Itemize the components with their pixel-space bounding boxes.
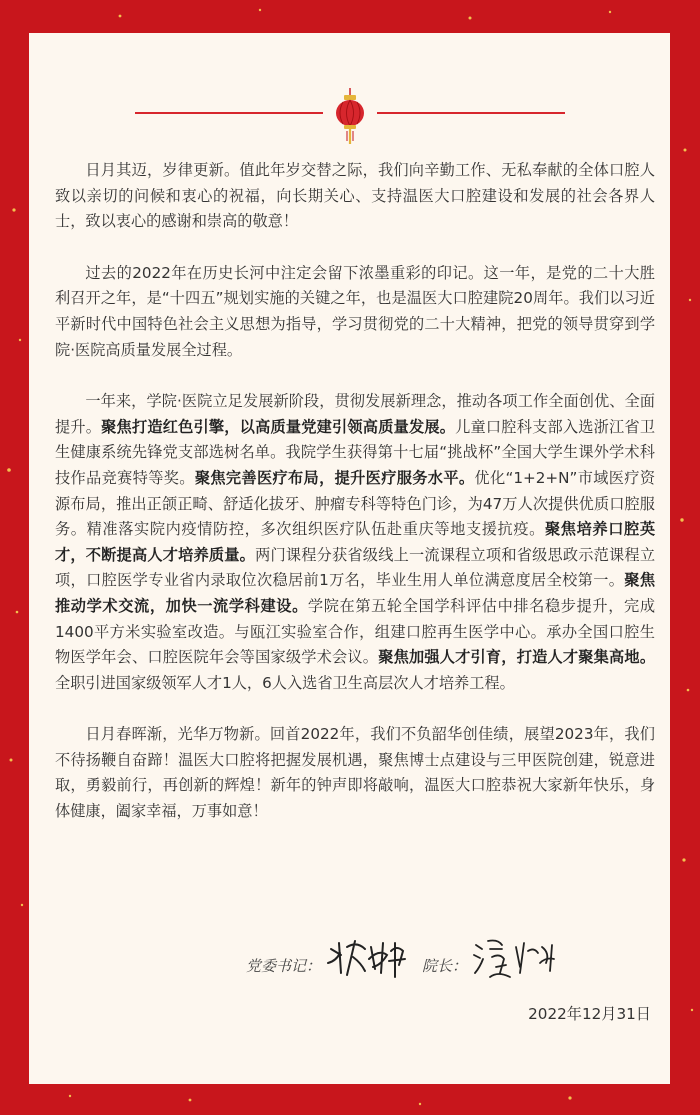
achievements-academic-details: 学院在第五轮全国学科评估中排名稳步提升，完成1400平方米实验室改造。与瓯江实验室合作，组建口腔再生医学中心。承办全国口腔生物医学年会、口腔医院年会等国家级学术会议。 (55, 596, 656, 667)
header-divider-right (377, 112, 565, 114)
header-divider-left (135, 112, 323, 114)
paragraph-review: 过去的2022年在历史长河中注定会留下浓墨重彩的印记。这一年，是党的二十大胜利召开之年，是“十四五”规划实施的关键之年，也是温医大口腔建院20周年。我们以习近平新时代中国特色社会主义思想为指导，学习贯彻党的二十大精神，把党的领导贯穿到学院·医院高质量发展全过程。 (55, 263, 655, 359)
president-signature (470, 933, 560, 983)
highlight-talent-recruitment: 聚焦加强人才引育，打造人才聚集高地。 (378, 648, 656, 667)
achievements-medical-details: 优化“1+2+N”市域医疗资源布局，推出正颌正畸、舒适化拔牙、肿瘤专科等特色门诊，为47万人次提供优质口腔服务。精准落实院内疫情防控，多次组织医疗队伍赴重庆等地支援抗疫。 (55, 468, 656, 539)
lantern-icon (333, 88, 367, 146)
achievements-intro: 一年来，学院·医院立足发展新阶段，贯彻发展新理念，推动各项工作全面创优、全面提升。 (55, 392, 655, 436)
president-label: 院长： (422, 957, 468, 975)
highlight-party-building: 聚焦打造红色引擎，以高质量党建引领高质量发展。 (101, 417, 456, 436)
secretary-label: 党委书记： (246, 957, 322, 975)
highlight-talent-training: 聚焦培养口腔英才，不断提高人才培养质量。 (55, 520, 656, 564)
highlight-medical-service: 聚焦完善医疗布局，提升医疗服务水平。 (194, 468, 475, 487)
paragraph-greeting: 日月其迈，岁律更新。值此年岁交替之际，我们向辛勤工作、无私奉献的全体口腔人致以亲切的问候和衷心的祝福，向长期关心、支持温医大口腔建设和发展的社会各界人士，致以衷心的感谢和崇高的敬意！ (55, 161, 655, 231)
letter-date: 2022年12月31日 (528, 1005, 651, 1023)
paragraph-achievements (55, 389, 655, 696)
secretary-signature (325, 933, 410, 983)
achievements-recruitment-details: 全职引进国家级领军人才1人，6人入选省卫生高层次人才培养工程。 (55, 673, 515, 692)
achievements-training-details: 两门课程分获省级线上一流课程立项和省级思政示范课程立项，口腔医学专业省内录取位次稳居前1万名，毕业生用人单位满意度居全校第一。 (55, 545, 656, 590)
paragraph-outlook: 日月春晖渐，光华万物新。回首2022年，我们不负韶华创佳绩，展望2023年，我们不待扬鞭自奋蹄！温医大口腔将把握发展机遇，聚焦博士点建设与三甲医院创建，锐意进取，勇毅前行，再创新的辉煌！新年的钟声即将敲响，温医大口腔恭祝大家新年快乐，身体健康，阖家幸福，万事如意！ (55, 725, 655, 821)
highlight-academic-exchange: 聚焦推动学术交流，加快一流学科建设。 (55, 571, 656, 615)
achievements-party-details: 儿童口腔科支部入选浙江省卫生健康系统先锋党支部选树名单。我院学生获得第十七届“挑战杯”全国大学生课外学术科技作品竞赛特等奖。 (55, 417, 656, 487)
letter-body (55, 158, 655, 851)
